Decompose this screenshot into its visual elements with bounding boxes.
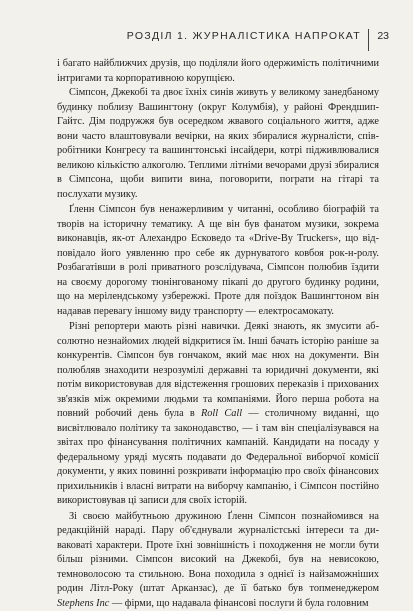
running-head: РОЗДІЛ 1. ЖУРНАЛІСТИКА НАПРОКАТ	[127, 29, 361, 43]
paragraph-continued: і багато найближчих друзів, що поділяли його одержимість політичними інтригами та корпоративною корупцією.	[57, 57, 379, 86]
italic-publication-name: Roll Call	[201, 408, 242, 419]
page-header	[0, 29, 413, 45]
page-number: 23	[377, 29, 389, 43]
header-divider	[368, 29, 369, 51]
paragraph: Ґленн Сімпсон був ненажерливим у читанні, особливо біографій та творів на історичну тематику. А ще він був фанатом музики, зокрема виконавців, як-от Алехандро Есковедо та «Drive-By Truckers», що відповідало його уявленню про себе як дурнуватого ковбоя рок-н-ролу. Розбагатівши в ролі приватного розслідувача, Сімпсон полюбив їздити на своєму дорогому тюнінгованому пікапі до другого будинку родини, що на мерілендському узбережжі. Проте для поїздок Вашингтоном він надавав перевагу іншому виду транспорту — електросамокату.	[57, 203, 379, 319]
paragraph: Сімпсон, Джекобі та двоє їхніх синів живуть у великому занедбаному будинку поблизу Вашингтону (округ Колумбія), у районі Френдшип-Гайтс. Дім подружжя був осередком жвавого соціального життя, адже вони часто влаштовували вечірки, на яких збиралися журналісти, співробітники Конгресу та вашингтонські інсайдери, котрі підживлювалися великою кількістю алкоголю. Теплими літніми вечорами друзі збиралися в Сімпсона, щоби випити вина, поговорити, пограти на гітарі та послухати музику.	[57, 86, 379, 202]
paragraph: Зі своєю майбутньою дружиною Ґленн Сімпсон познайомився на редакційній нараді. Пару об'єднували журналістські інтереси та диваковаті характери. Проте їхні зовнішність і походження не могли бути більш різними. Сімпсон високий на Джекобі, був нa невисокою, темноволосою та стильною. Вона походила з однієї із найзаможніших родин Літл-Року (штат Арканзас), де її батько був топменеджером Stephens Inc — фірми, що надавала фінансові послуги й була головним	[57, 510, 379, 611]
italic-publication-name: Stephens Inc	[57, 598, 109, 609]
paragraph: Різні репортери мають різні навички. Деякі знають, як змусити абсолютно незнайомих людей відкритися їм. Інші бачать історію раніше за конкурентів. Сімпсон був гончаком, який має нюх на документи. Він полюбляв знаходити незрозумілі державні та юридичні документи, які потім використовував для відстеження грошових переказів і прихованих зв'язків між окремими людьми та компаніями. Його перша робота на повний робочий день була в Roll Call — столичному виданні, що висвітлювало політику та законодавство, — і там він спеціалізувався на звітах про фінансування політичних кампаній. Кандидати на посаду у федеральному уряді мусять подавати до Федеральної виборчої комісії документи, у яких повинні розкривати інформацію про своїх фінансових прихильників і власні витрати на виборчу кампанію, і Сімпсон постійно використовував ці записи для своїх історій.	[57, 320, 379, 509]
body-text	[57, 57, 379, 611]
